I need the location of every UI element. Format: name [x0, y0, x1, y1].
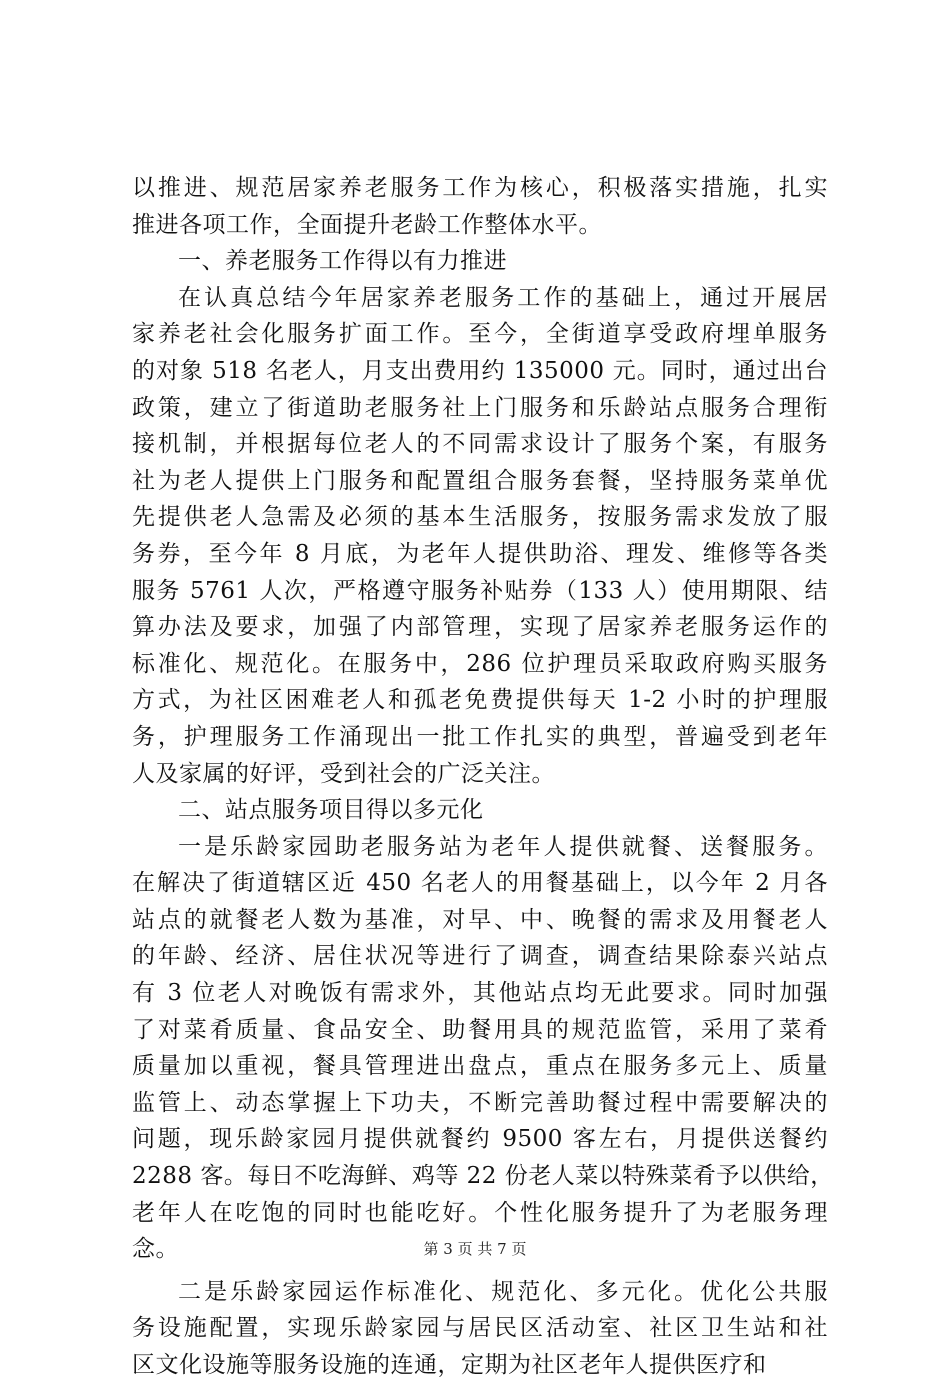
text-line: 人及家属的好评，受到社会的广泛关注。 — [132, 760, 555, 787]
text-line: 质量加以重视，餐具管理进出盘点，重点在服务多元上、质量 — [132, 1053, 828, 1080]
text-line: 务券，至今年 8 月底，为老年人提供助浴、理发、维修等各类 — [132, 540, 828, 567]
text-line: 以推进、规范居家养老服务工作为核心，积极落实措施，扎实 — [132, 175, 828, 201]
text-line: 的对象 518 名老人，月支出费用约 135000 元。同时，通过出台 — [132, 357, 828, 384]
text-line: 二、站点服务项目得以多元化 — [178, 797, 484, 824]
paragraph-intro — [132, 170, 828, 243]
text-line: 老年人在吃饱的同时也能吃好。个性化服务提升了为老服务理 — [132, 1199, 828, 1226]
text-line: 服务 5761 人次，严格遵守服务补贴券（133 人）使用期限、结 — [132, 577, 828, 604]
text-line: 方式，为社区困难老人和孤老免费提供每天 1-2 小时的护理服 — [132, 687, 828, 714]
text-line: 接机制，并根据每位老人的不同需求设计了服务个案，有服务 — [132, 431, 828, 458]
paragraph-section-1 — [132, 280, 828, 792]
paragraph-section-2a — [132, 829, 834, 1268]
text-line: 念。 — [132, 1236, 179, 1263]
paragraph-section-2b — [132, 1274, 828, 1384]
text-line: 问题，现乐龄家园月提供就餐约 9500 客左右，月提供送餐约 — [132, 1126, 828, 1153]
text-line: 先提供老人急需及必须的基本生活服务，按服务需求发放了服 — [132, 504, 828, 531]
text-line: 在解决了街道辖区近 450 名老人的用餐基础上，以今年 2 月各 — [132, 870, 828, 897]
text-line: 有 3 位老人对晚饭有需求外，其他站点均无此要求。同时加强 — [132, 980, 828, 1007]
text-line: 了对菜肴质量、食品安全、助餐用具的规范监管，采用了菜肴 — [132, 1016, 828, 1043]
text-line: 算办法及要求，加强了内部管理，实现了居家养老服务运作的 — [132, 614, 828, 641]
text-line: 一、养老服务工作得以有力推进 — [178, 248, 507, 275]
document-body — [132, 170, 834, 1384]
page-footer: 第 3 页 共 7 页 — [423, 1240, 527, 1258]
text-line: 站点的就餐老人数为基准，对早、中、晚餐的需求及用餐老人 — [132, 906, 828, 933]
text-line: 家养老社会化服务扩面工作。至今，全街道享受政府埋单服务 — [132, 321, 828, 348]
text-line: 务，护理服务工作涌现出一批工作扎实的典型，普遍受到老年 — [132, 723, 828, 750]
text-line: 一是乐龄家园助老服务站为老年人提供就餐、送餐服务。 — [178, 833, 828, 860]
text-line: 政策，建立了街道助老服务社上门服务和乐龄站点服务合理衔 — [132, 394, 828, 421]
paragraph-heading-1 — [132, 243, 828, 280]
text-line: 二是乐龄家园运作标准化、规范化、多元化。优化公共服 — [178, 1278, 828, 1305]
text-line: 的年龄、经济、居住状况等进行了调查，调查结果除泰兴站点 — [132, 943, 828, 970]
paragraph-heading-2 — [132, 792, 828, 829]
text-line: 2288 客。每日不吃海鲜、鸡等 22 份老人菜以特殊菜肴予以供给， — [132, 1163, 834, 1190]
text-line: 区文化设施等服务设施的连通，定期为社区老年人提供医疗和 — [132, 1352, 767, 1378]
text-line: 务设施配置，实现乐龄家园与居民区活动室、社区卫生站和社 — [132, 1315, 828, 1342]
text-line: 标准化、规范化。在服务中，286 位护理员采取政府购买服务 — [132, 650, 828, 677]
text-line: 社为老人提供上门服务和配置组合服务套餐，坚持服务菜单优 — [132, 467, 828, 494]
text-line: 监管上、动态掌握上下功夫，不断完善助餐过程中需要解决的 — [132, 1089, 828, 1116]
text-line: 在认真总结今年居家养老服务工作的基础上，通过开展居 — [178, 284, 828, 311]
text-line: 推进各项工作，全面提升老龄工作整体水平。 — [132, 211, 602, 238]
